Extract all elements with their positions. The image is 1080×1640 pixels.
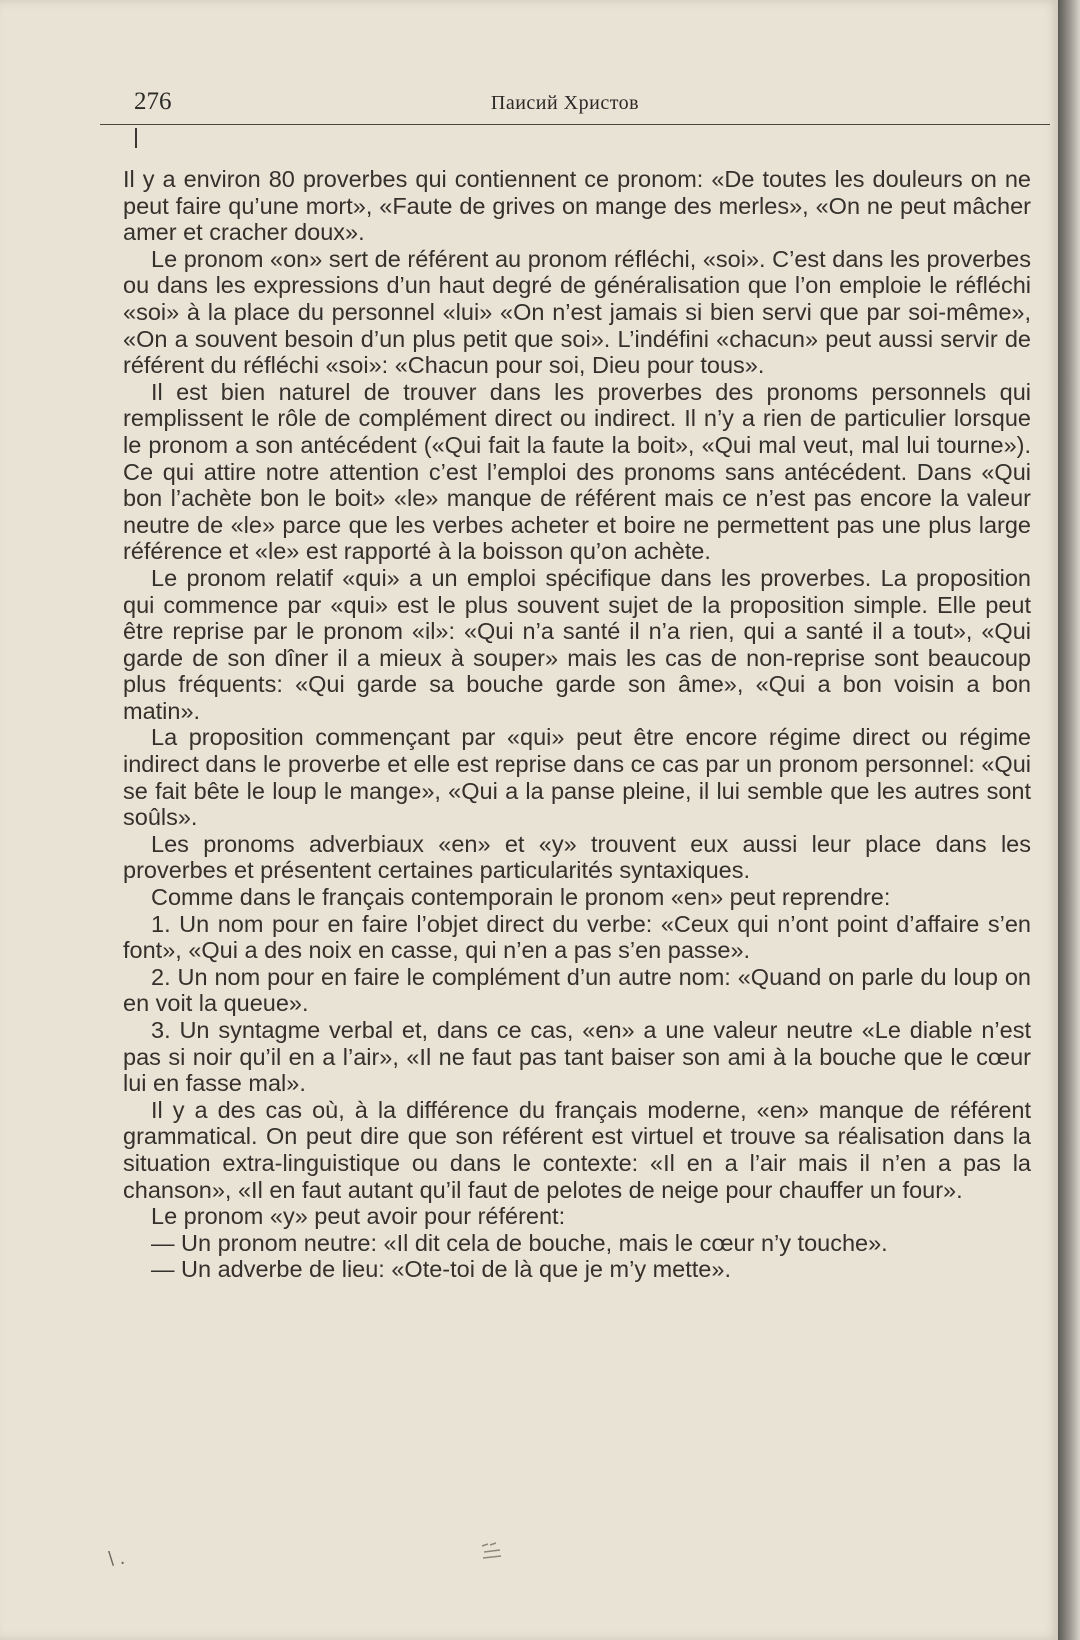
list-item: — Un pronom neutre: «Il dit cela de bouche, mais le cœur n’y touche».: [151, 1229, 888, 1256]
paragraph: Les pronoms adverbiaux «en» et «y» trouvent eux aussi leur place dans les proverbes et présentent certaines particularités syntaxiques.: [123, 830, 1031, 884]
list-item: 3. Un syntagme verbal et, dans ce cas, «en» a une valeur neutre «Le diable n’est pas si noir qu’il en a l’air», «Il ne faut pas tant baiser son ami à la bouche que le cœur lui en fasse mal».: [123, 1017, 1031, 1097]
library-stamp-icon: [478, 1540, 506, 1564]
paragraph: Le pronom relatif «qui» a un emploi spécifique dans les proverbes. La proposition qui commence par «qui» est le plus souvent sujet de la proposition simple. Elle peut être reprise par le pronom «il»: «Qui n’a santé il n’a rien, qui a santé il a tout», «Qui garde de son dîner il a mieux à souper» mais les cas de non-reprise sont beaucoup plus fréquents: «Qui garde sa bouche garde son âme», «Qui a bon voisin a bon matin».: [123, 564, 1031, 724]
header-rule: [100, 124, 1050, 125]
paragraph: Il est bien naturel de trouver dans les proverbes des pronoms personnels qui remplissent le rôle de complément direct ou indirect. Il n’y a rien de particulier lorsque le pronom a son antécédent («Qui fait la faute la boit», «Qui mal veut, mal lui tourne»). Ce qui attire notre attention c’est l’emploi des pronoms sans antécédent. Dans «Qui bon l’achète bon le boit» «le» manque de référent mais ce n’est pas encore la valeur neutre de «le» parce que les verbes acheter et boire ne permettent pas une plus large référence et «le» est rapporté à la boisson qu’on achète.: [123, 378, 1031, 565]
list-item: 1. Un nom pour en faire l’objet direct du verbe: «Ceux qui n’ont point d’affaire s’en font», «Qui a des noix en casse, qui n’en a pas s’en passe».: [123, 910, 1031, 964]
page-number: 276: [134, 88, 172, 115]
page-edge: [1058, 0, 1080, 1640]
paragraph: Le pronom «y» peut avoir pour référent:: [151, 1203, 566, 1230]
paragraph: Il y a environ 80 proverbes qui contiennent ce pronom: «De toutes les douleurs on ne peut faire qu’une mort», «Faute de grives on mange des merles», «On ne peut mâcher amer et cracher doux».: [123, 166, 1031, 246]
paragraph: Le pronom «on» sert de référent au pronom réfléchi, «soi». C’est dans les proverbes ou dans les expressions d’un haut degré de généralisation que l’on emploie le réfléchi «soi» à la place du personnel «lui» «On n’est jamais si bien servi que par soi-même», «On a souvent besoin d’un plus petit que soi». L’indéfini «chacun» peut aussi servir de référent du réfléchi «soi»: «Chacun pour soi, Dieu pour tous».: [123, 245, 1031, 379]
footer-mark: \ .: [108, 1548, 126, 1569]
paragraph: La proposition commençant par «qui» peut être encore régime direct ou régime indirect dans le proverbe et elle est reprise dans ce cas par un pronom personnel: «Qui se fait bête le loup le mange», «Qui a la panse pleine, il lui semble que les autres sont soûls».: [123, 724, 1031, 831]
pencil-mark: [135, 128, 137, 148]
list-item: — Un adverbe de lieu: «Ote-toi de là que je m’y mette».: [151, 1256, 731, 1283]
paragraph: Il y a des cas où, à la différence du français moderne, «en» manque de référent grammatical. On peut dire que son référent est virtuel et trouve sa réalisation dans la situation extra-linguistique ou dans le contexte: «Il en a l’air mais il n’en a pas la chanson», «Il en faut autant qu’il faut de pelotes de neige pour chauffer un four».: [123, 1096, 1031, 1203]
list-item: 2. Un nom pour en faire le complément d’un autre nom: «Quand on parle du loup on en voit la queue».: [123, 963, 1031, 1017]
body-text: [123, 166, 1031, 1283]
running-head: Паисий Христов: [490, 92, 640, 114]
paragraph: Comme dans le français contemporain le pronom «en» peut reprendre:: [151, 884, 891, 911]
page-header: [100, 88, 1030, 128]
